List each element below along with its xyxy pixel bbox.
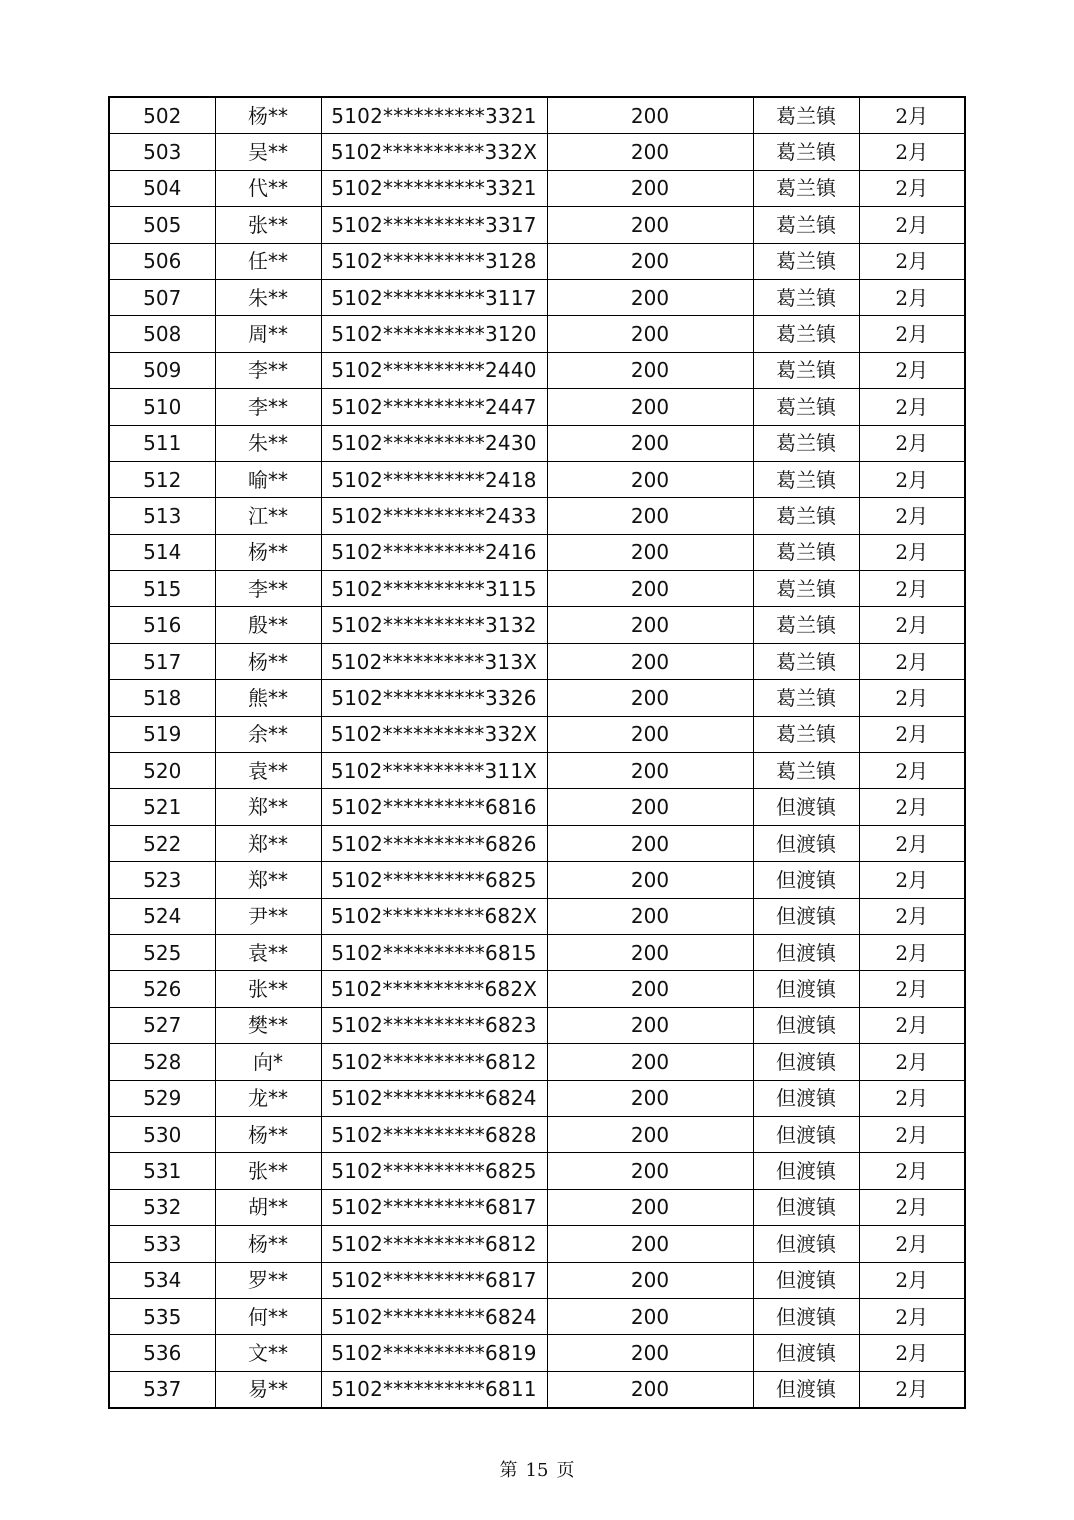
month-cell: 2月 [859,607,965,643]
name-cell: 朱** [215,279,321,315]
amount-cell: 200 [547,862,753,898]
table-row [109,279,965,315]
serial-number-cell: 530 [109,1116,215,1152]
amount-cell: 200 [547,680,753,716]
amount-cell: 200 [547,1262,753,1298]
name-cell: 文** [215,1335,321,1371]
amount-cell: 200 [547,207,753,243]
table-row [109,1335,965,1371]
town-cell: 但渡镇 [753,1153,859,1189]
serial-number-cell: 522 [109,825,215,861]
page-footer [0,1456,1074,1482]
serial-number-cell: 527 [109,1007,215,1043]
name-cell: 吴** [215,134,321,170]
month-cell: 2月 [859,898,965,934]
id-number-cell: 5102**********6817 [321,1262,547,1298]
month-cell: 2月 [859,352,965,388]
id-number-cell: 5102**********6815 [321,934,547,970]
month-cell: 2月 [859,1189,965,1225]
month-cell: 2月 [859,534,965,570]
id-number-cell: 5102**********2447 [321,389,547,425]
town-cell: 葛兰镇 [753,207,859,243]
table-row [109,352,965,388]
name-cell: 向* [215,1044,321,1080]
amount-cell: 200 [547,352,753,388]
serial-number-cell: 512 [109,461,215,497]
amount-cell: 200 [547,1189,753,1225]
serial-number-cell: 504 [109,170,215,206]
serial-number-cell: 516 [109,607,215,643]
month-cell: 2月 [859,243,965,279]
serial-number-cell: 508 [109,316,215,352]
serial-number-cell: 509 [109,352,215,388]
amount-cell: 200 [547,1116,753,1152]
town-cell: 葛兰镇 [753,425,859,461]
name-cell: 代** [215,170,321,206]
page-suffix: 页 [556,1460,575,1481]
amount-cell: 200 [547,97,753,134]
id-number-cell: 5102**********6823 [321,1007,547,1043]
amount-cell: 200 [547,643,753,679]
table-row [109,1044,965,1080]
serial-number-cell: 524 [109,898,215,934]
table-row [109,461,965,497]
town-cell: 但渡镇 [753,1080,859,1116]
id-number-cell: 5102**********3128 [321,243,547,279]
serial-number-cell: 533 [109,1226,215,1262]
serial-number-cell: 507 [109,279,215,315]
month-cell: 2月 [859,1371,965,1408]
town-cell: 但渡镇 [753,1116,859,1152]
id-number-cell: 5102**********2440 [321,352,547,388]
id-number-cell: 5102**********3321 [321,97,547,134]
name-cell: 郑** [215,862,321,898]
month-cell: 2月 [859,207,965,243]
town-cell: 葛兰镇 [753,243,859,279]
name-cell: 袁** [215,934,321,970]
name-cell: 熊** [215,680,321,716]
table-row [109,607,965,643]
id-number-cell: 5102**********3117 [321,279,547,315]
table-row [109,134,965,170]
amount-cell: 200 [547,825,753,861]
table-row [109,934,965,970]
month-cell: 2月 [859,498,965,534]
town-cell: 但渡镇 [753,1044,859,1080]
town-cell: 葛兰镇 [753,461,859,497]
amount-cell: 200 [547,1153,753,1189]
month-cell: 2月 [859,680,965,716]
table-row [109,789,965,825]
serial-number-cell: 505 [109,207,215,243]
month-cell: 2月 [859,425,965,461]
month-cell: 2月 [859,389,965,425]
serial-number-cell: 532 [109,1189,215,1225]
serial-number-cell: 513 [109,498,215,534]
id-number-cell: 5102**********6828 [321,1116,547,1152]
name-cell: 周** [215,316,321,352]
town-cell: 但渡镇 [753,825,859,861]
table-row [109,1189,965,1225]
name-cell: 尹** [215,898,321,934]
town-cell: 但渡镇 [753,898,859,934]
name-cell: 龙** [215,1080,321,1116]
amount-cell: 200 [547,1080,753,1116]
id-number-cell: 5102**********3317 [321,207,547,243]
name-cell: 张** [215,971,321,1007]
id-number-cell: 5102**********2430 [321,425,547,461]
serial-number-cell: 521 [109,789,215,825]
town-cell: 但渡镇 [753,1371,859,1408]
town-cell: 但渡镇 [753,1298,859,1334]
id-number-cell: 5102**********6824 [321,1298,547,1334]
month-cell: 2月 [859,862,965,898]
table-row [109,1153,965,1189]
town-cell: 葛兰镇 [753,389,859,425]
id-number-cell: 5102**********682X [321,971,547,1007]
id-number-cell: 5102**********2416 [321,534,547,570]
table-row [109,170,965,206]
month-cell: 2月 [859,1007,965,1043]
month-cell: 2月 [859,716,965,752]
table-body [109,97,965,1408]
id-number-cell: 5102**********6811 [321,1371,547,1408]
table-row [109,1371,965,1408]
amount-cell: 200 [547,1298,753,1334]
id-number-cell: 5102**********6817 [321,1189,547,1225]
table-row [109,971,965,1007]
name-cell: 胡** [215,1189,321,1225]
id-number-cell: 5102**********311X [321,753,547,789]
name-cell: 杨** [215,97,321,134]
town-cell: 葛兰镇 [753,498,859,534]
id-number-cell: 5102**********6825 [321,862,547,898]
name-cell: 任** [215,243,321,279]
month-cell: 2月 [859,134,965,170]
town-cell: 葛兰镇 [753,352,859,388]
name-cell: 袁** [215,753,321,789]
town-cell: 但渡镇 [753,862,859,898]
table-row [109,898,965,934]
name-cell: 喻** [215,461,321,497]
amount-cell: 200 [547,1007,753,1043]
amount-cell: 200 [547,279,753,315]
town-cell: 葛兰镇 [753,680,859,716]
amount-cell: 200 [547,753,753,789]
name-cell: 郑** [215,789,321,825]
name-cell: 李** [215,389,321,425]
table-row [109,207,965,243]
serial-number-cell: 523 [109,862,215,898]
serial-number-cell: 520 [109,753,215,789]
town-cell: 但渡镇 [753,1262,859,1298]
table-row [109,680,965,716]
id-number-cell: 5102**********332X [321,716,547,752]
amount-cell: 200 [547,461,753,497]
town-cell: 葛兰镇 [753,316,859,352]
serial-number-cell: 535 [109,1298,215,1334]
town-cell: 葛兰镇 [753,534,859,570]
table-row [109,425,965,461]
table-row [109,862,965,898]
town-cell: 但渡镇 [753,1226,859,1262]
amount-cell: 200 [547,1044,753,1080]
month-cell: 2月 [859,753,965,789]
month-cell: 2月 [859,97,965,134]
month-cell: 2月 [859,1153,965,1189]
name-cell: 余** [215,716,321,752]
month-cell: 2月 [859,1226,965,1262]
allowance-table [108,96,966,1409]
name-cell: 杨** [215,534,321,570]
amount-cell: 200 [547,898,753,934]
town-cell: 葛兰镇 [753,716,859,752]
table-row [109,534,965,570]
id-number-cell: 5102**********682X [321,898,547,934]
town-cell: 葛兰镇 [753,607,859,643]
serial-number-cell: 528 [109,1044,215,1080]
month-cell: 2月 [859,1262,965,1298]
table-row [109,243,965,279]
serial-number-cell: 506 [109,243,215,279]
table-row [109,316,965,352]
serial-number-cell: 502 [109,97,215,134]
serial-number-cell: 510 [109,389,215,425]
serial-number-cell: 525 [109,934,215,970]
town-cell: 葛兰镇 [753,571,859,607]
month-cell: 2月 [859,1335,965,1371]
id-number-cell: 5102**********3132 [321,607,547,643]
amount-cell: 200 [547,316,753,352]
name-cell: 殷** [215,607,321,643]
name-cell: 杨** [215,1226,321,1262]
month-cell: 2月 [859,825,965,861]
month-cell: 2月 [859,571,965,607]
table-row [109,97,965,134]
table-row [109,1298,965,1334]
serial-number-cell: 503 [109,134,215,170]
id-number-cell: 5102**********6819 [321,1335,547,1371]
id-number-cell: 5102**********3326 [321,680,547,716]
serial-number-cell: 511 [109,425,215,461]
month-cell: 2月 [859,279,965,315]
month-cell: 2月 [859,971,965,1007]
amount-cell: 200 [547,716,753,752]
name-cell: 罗** [215,1262,321,1298]
amount-cell: 200 [547,134,753,170]
serial-number-cell: 534 [109,1262,215,1298]
month-cell: 2月 [859,1080,965,1116]
name-cell: 李** [215,571,321,607]
table-row [109,571,965,607]
name-cell: 李** [215,352,321,388]
amount-cell: 200 [547,607,753,643]
id-number-cell: 5102**********2418 [321,461,547,497]
name-cell: 杨** [215,1116,321,1152]
amount-cell: 200 [547,1371,753,1408]
table-row [109,825,965,861]
serial-number-cell: 514 [109,534,215,570]
table-row [109,1007,965,1043]
table-row [109,389,965,425]
town-cell: 葛兰镇 [753,134,859,170]
month-cell: 2月 [859,170,965,206]
table-row [109,1116,965,1152]
id-number-cell: 5102**********332X [321,134,547,170]
town-cell: 葛兰镇 [753,279,859,315]
name-cell: 张** [215,207,321,243]
month-cell: 2月 [859,1116,965,1152]
table-row [109,716,965,752]
name-cell: 何** [215,1298,321,1334]
month-cell: 2月 [859,789,965,825]
id-number-cell: 5102**********6825 [321,1153,547,1189]
amount-cell: 200 [547,243,753,279]
town-cell: 葛兰镇 [753,753,859,789]
month-cell: 2月 [859,643,965,679]
town-cell: 但渡镇 [753,789,859,825]
town-cell: 但渡镇 [753,1189,859,1225]
town-cell: 葛兰镇 [753,97,859,134]
amount-cell: 200 [547,789,753,825]
serial-number-cell: 529 [109,1080,215,1116]
id-number-cell: 5102**********6826 [321,825,547,861]
amount-cell: 200 [547,170,753,206]
serial-number-cell: 526 [109,971,215,1007]
town-cell: 但渡镇 [753,1007,859,1043]
name-cell: 江** [215,498,321,534]
table-row [109,643,965,679]
town-cell: 但渡镇 [753,1335,859,1371]
page-prefix: 第 [499,1460,518,1481]
name-cell: 朱** [215,425,321,461]
month-cell: 2月 [859,1298,965,1334]
serial-number-cell: 517 [109,643,215,679]
id-number-cell: 5102**********2433 [321,498,547,534]
amount-cell: 200 [547,1335,753,1371]
amount-cell: 200 [547,534,753,570]
name-cell: 樊** [215,1007,321,1043]
serial-number-cell: 515 [109,571,215,607]
serial-number-cell: 536 [109,1335,215,1371]
amount-cell: 200 [547,498,753,534]
town-cell: 葛兰镇 [753,170,859,206]
page-number: 15 [525,1460,549,1481]
table-row [109,498,965,534]
id-number-cell: 5102**********3321 [321,170,547,206]
town-cell: 葛兰镇 [753,643,859,679]
id-number-cell: 5102**********3115 [321,571,547,607]
table-row [109,1226,965,1262]
amount-cell: 200 [547,1226,753,1262]
name-cell: 易** [215,1371,321,1408]
serial-number-cell: 518 [109,680,215,716]
table-row [109,1080,965,1116]
serial-number-cell: 519 [109,716,215,752]
id-number-cell: 5102**********313X [321,643,547,679]
town-cell: 但渡镇 [753,971,859,1007]
serial-number-cell: 531 [109,1153,215,1189]
month-cell: 2月 [859,934,965,970]
name-cell: 杨** [215,643,321,679]
month-cell: 2月 [859,461,965,497]
table-row [109,1262,965,1298]
name-cell: 张** [215,1153,321,1189]
document-sheet [108,96,964,1409]
amount-cell: 200 [547,389,753,425]
amount-cell: 200 [547,934,753,970]
amount-cell: 200 [547,571,753,607]
id-number-cell: 5102**********6824 [321,1080,547,1116]
id-number-cell: 5102**********6812 [321,1044,547,1080]
month-cell: 2月 [859,1044,965,1080]
id-number-cell: 5102**********6816 [321,789,547,825]
serial-number-cell: 537 [109,1371,215,1408]
amount-cell: 200 [547,425,753,461]
table-row [109,753,965,789]
month-cell: 2月 [859,316,965,352]
id-number-cell: 5102**********6812 [321,1226,547,1262]
id-number-cell: 5102**********3120 [321,316,547,352]
name-cell: 郑** [215,825,321,861]
amount-cell: 200 [547,971,753,1007]
town-cell: 但渡镇 [753,934,859,970]
